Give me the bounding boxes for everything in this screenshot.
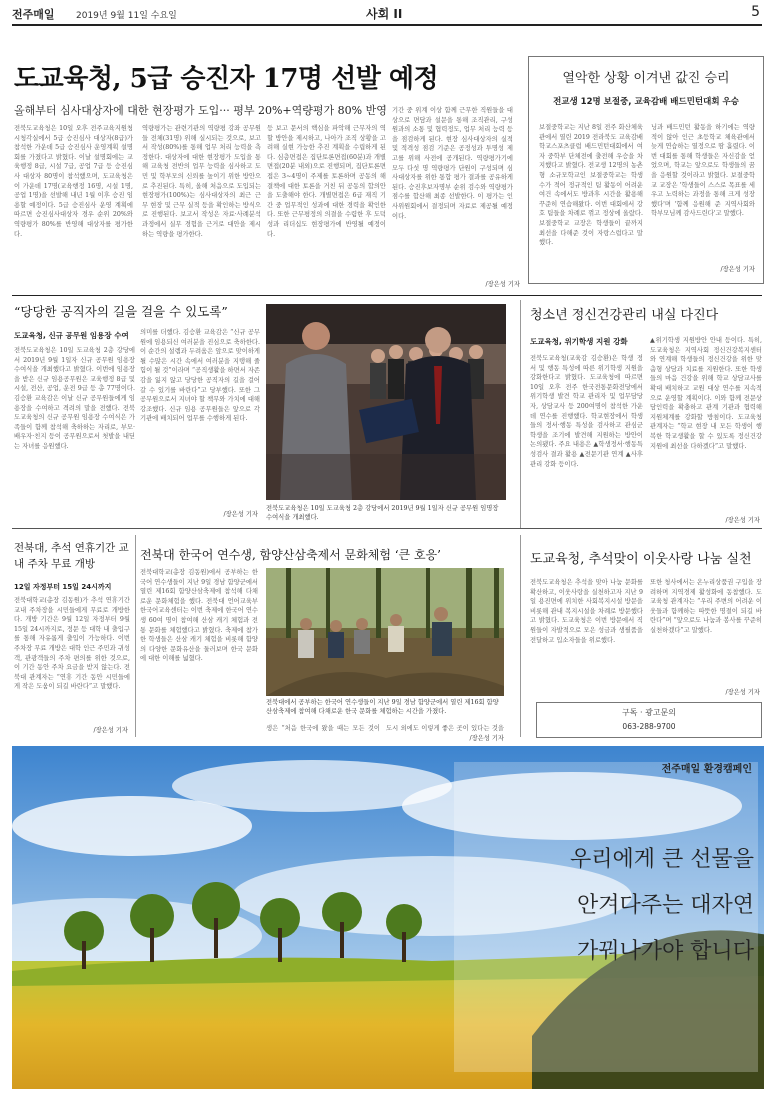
column-divider-2 (135, 535, 136, 737)
sports-box (528, 56, 764, 284)
campaign-line-3: 가꿔나가야 합니다 (576, 939, 754, 964)
lead-column-2: 역량평가는 관련기관의 역량평 강좌 공무원들 전체(31명) 위해 실시되는 것으로, 보고서 작성(80%)를 통해 업무 처리 능력을 측정한다. 대상자에 대한 현장평가 도입을 통해 교육청 전반의 업무 능력을 심사하고 도민 및 학부모의 신뢰를 높이기 위한 방안으로 추진된다. 특히, 올해 처음으로 도입되는 현장평가(100%)는 심사대상자의 최근 근무 현장 및 근무 실적 등을 확인하는 방식으로 진행된다. 보고서 작성은 자료·사례분석 과정에서 실무 경험을 근거로 대안을 제시하는 역량을 평가한다. (142, 125, 261, 238)
appoint-column-2: 의미를 더했다. 김승환 교육감은 “신규 공무원에 임용되신 여러분을 진심으로 축하한다. 이 순간의 설렘과 두려움은 앞으로 맞이하게 될 수많은 시간 속에서 여러분을 지탱해 줄 힘이 될 것”이라며 “공직생활을 하면서 자존감을 잃지 않고 당당한 공직자의 길을 걸어갈 수 있기를 바란다”고 당부했다. 또한 그 공무원으로서 지녀야 할 책무와 가치에 대해 강조했다. 신규 임용 공무원들은 앞으로 각 기관에 배치되어 업무를 수행하게 된다. (140, 329, 260, 423)
chuseok-byline: /장은성 기자 (725, 689, 760, 696)
lead-subhead: 올해부터 심사대상자에 대한 현장평가 도입··· 평부 20%+역량평가 80% 반영 (14, 104, 387, 117)
column-divider-3 (520, 535, 521, 737)
jbnu-column-3: 도시 외에도 이렇게 좋은 곳이 있다는 것을 (386, 725, 504, 732)
campaign-label: 전주매일 환경캠페인 (661, 764, 752, 775)
lead-headline: 도교육청, 5급 승진자 17명 선발 예정 (14, 64, 439, 94)
chuseok-column-1: 전북도교육청은 추석을 맞아 나눔 문화를 확산하고, 이웃사랑을 실천하고자 지난 9일 용진면에 위치한 사회복지시설 방문을 비롯해 관내 복지시설을 차례로 방문했다고 밝혔다. 도교육청은 이번 방문에서 직원들이 자발적으로 모은 성금과 생필품을 전달하고 입소자들을 위로했다. (530, 579, 643, 644)
section-divider (12, 295, 762, 296)
lead-column-4: 기간 중 위계 이상 함께 근무한 직원들을 대상으로 면담과 설문을 통해 조직관리, 구성원과의 소통 및 협력정도, 업무 처리 능력 등을 점검하게 된다. 현장 심사대상자의 실적 및 적격성 점검 기준은 공정성과 투명성 제고를 위해 사전에 공개된다. 역량평가기에 모두 다섯 명 역량평가 단원이 구성되며 심사대상자를 위한 통합 평가 결과를 공유하게 된다. 승진후보자명부 순위 검수와 역량평가 점수를 합산해 최종 선발한다. 이 평가는 인사위원회에서 결정되며 자료로 제공될 예정이다. (392, 107, 513, 220)
subscription-label: 구독 · 광고문의 (622, 708, 676, 717)
sports-box-title: 열악한 상황 이겨낸 값진 승리 (562, 71, 730, 86)
section-name: 사회 II (366, 7, 403, 21)
appoint-byline: /장은성 기자 (223, 511, 258, 518)
appoint-subhead: 도교육청, 신규 공무원 임용장 수여 (14, 331, 129, 340)
youth-column-1: 전북도교육청(교육감 김승환)은 학생 정서 및 행동 특성에 따른 위기학생 지원을 강화한다고 밝혔다. 도교육청에 따르면 10일 오후 전주 한국전통문화전당에서 위기학생 발견 학교 관리자 및 업무담당자, 상담교사 등 200여명이 참석한 가운데 연수를 진행했다. 학교현장에서 학생들의 정서·행동 특성을 검사하고 관심군 학생을 조기에 발견해 지원하는 방안이 논의됐다. 주요 내용은 ▲학생정서·행동특성검사 결과 활용 ▲전문기관 연계 ▲사후관리 강화 등이다. (530, 355, 643, 468)
youth-byline: /장은성 기자 (725, 517, 760, 524)
ceremony-photo (266, 304, 506, 500)
section-divider-2 (12, 528, 762, 529)
ceremony-photo-caption: 전북도교육청은 10일 도교육청 2층 강당에서 2019년 9월 1일자 신규 공무원 임명장 수여식을 개최했다. (266, 505, 499, 521)
sports-box-column-2: 닝과 배드민턴 활동을 하기에는 역량적이 않아 인근 초등학교 체육관에서 늦게 연습하는 열정으로 땀 흘렸다. 이번 대회를 통해 학생들은 자신감을 얻었으며, 학교는 앞으로도 학생들의 꿈을 응원할 것이라고 밝혔다. 보절중학교 교장은 '학생들이 스스로 목표를 세우고 노력하는 과정을 통해 크게 성장했다'며 '함께 응원해 준 지역사회와 학부모님께 감사드린다'고 말했다. (651, 124, 755, 218)
holiday-byline: /장은성 기자 (93, 727, 128, 734)
youth-column-2: ▲위기학생 지원방안 안내 등이다. 특히, 도교육청은 지역사회 정신건강복지센터와 연계해 학생들의 정신건강을 위한 맞춤형 상담과 치료를 지원한다. 또한 학생들의 마음 건강을 위해 학교 상담교사를 확대 배치하고 교원 대상 연수를 지속적으로 운영할 계획이다. 이와 함께 전문상담인력을 확충하고 관계 기관과 협력해 지원체계를 강화할 방침이다. 도교육청 관계자는 “학교 현장 내 모든 학생이 행복한 학교생활을 할 수 있도록 정신건강 지원에 최선을 다하겠다”고 말했다. (650, 337, 762, 450)
campaign-line-2: 안겨다주는 대자연 (576, 893, 754, 918)
youth-headline: 청소년 정신건강관리 내실 다진다 (530, 308, 719, 323)
subscription-box (536, 702, 762, 738)
holiday-body: 전북대학교(총장 김동원)가 추석 연휴기간 교내 주차장을 시민들에게 무료로 개방한다. 개방 기간은 9월 12일 자정부터 9월 15일 24시까지로, 정문 등 대학 내 출입구를 통해 자유롭게 출입이 가능하다. 이번 주차장 무료 개방은 대학 인근 주민과 귀성객, 관광객들의 주차 편의를 위한 것으로, 이 기간 동안 주차 요금을 받지 않는다. 전북대 관계자는 “연휴 기간 동안 시민들에게 작은 도움이 되길 바란다”고 말했다. (14, 597, 130, 691)
jbnu-byline: /장은성 기자 (469, 735, 504, 742)
campaign-ad (12, 746, 764, 1089)
page-number: 5 (751, 4, 760, 20)
appoint-headline: “당당한 공직자의 길을 걸을 수 있도록” (14, 304, 228, 319)
chuseok-headline: 도교육청, 추석맞이 이웃사랑 나눔 실천 (530, 552, 752, 567)
column-divider (520, 300, 521, 528)
issue-date: 2019년 9월 11일 수요일 (76, 11, 177, 21)
jbnu-headline: 전북대 한국어 연수생, 함양산삼축제서 문화체험 ‘큰 호응’ (140, 548, 441, 562)
chuseok-column-2: 또한 청사에서는 온누리상품권 구입을 장려하며 지역경제 활성화에 동참했다. 도교육청 관계자는 “우리 주변의 어려운 이웃들과 함께하는 따뜻한 명절이 되길 바란다”며 “앞으로도 나눔과 봉사를 꾸준히 실천하겠다”고 말했다. (650, 579, 762, 634)
holiday-subhead: 12일 자정부터 15일 24시까지 (14, 583, 112, 591)
subscription-phone: 063-288-9700 (622, 722, 676, 731)
lead-column-3: 등 보고 문서의 핵심을 파악해 근무자의 역할 방안을 제시하고, 나아가 조직 상황을 고려해 실현 가능한 추진 계획을 수립하게 된다. 심층면접은 집단토론면접(60분)과 개별면접(20분 내외)으로 진행되며, 집단토론면접은 3~4명이 주제를 토론하며 공동의 해결책에 대한 토론을 거친 뒤 공동의 합의안을 도출해야 한다. 개별면접은 6급 재직 기간 중 업무적인 성과에 대한 경력을 확인한다. 또한 근무평정의 의결을 수렴한 후 도덕성과 리더십도 현장평가에 반영될 예정이다. (267, 125, 386, 238)
holiday-headline: 전북대, 추석 연휴기간 교내 주차 무료 개방 (14, 542, 129, 570)
lead-byline: /장은성 기자 (485, 281, 520, 288)
lead-column-1: 전북도교육청은 10일 오후 전주교육지원청 시청각실에서 5급 승진심사 대상자(8급)가 참석한 가운데 5급 승진심사 운영계획 설명회를 가졌다고 밝혔다. 이날 설명회에는 교육행정 8급, 시설 7급, 공업 7급 등 승진심사 대상자 80명이 참석했으며, 도교육청은 이 가운데 17명(교육행정 16명, 시설 1명, 공업 1명)을 선발해 내년 1월 이후 승진 임용할 예정이다. 5급 승진심사 운영 계획에 따르면 승진심사대상자 경우 순위 20%와 역량평가 80%를 반영해 대상자를 평가한다. (14, 125, 133, 238)
jbnu-column-2: 생은 “처음 한국에 왔을 때는 모든 것이 (266, 725, 380, 732)
campaign-line-1: 우리에게 큰 선물을 (569, 847, 754, 872)
sports-box-byline: /장은성 기자 (720, 266, 755, 273)
page-header (12, 4, 762, 26)
appoint-column-1: 전북도교육청은 10일 도교육청 2층 강당에서 2019년 9월 1일자 신규 공무원 임용장 수여식을 개최했다고 밝혔다. 이번에 임용장을 받은 신규 임용공무원은 교육행정 8급 및 시설, 전산, 공업, 운전 9급 등 총 77명이다. 김승환 교육감은 이날 신규 공무원들에게 임용장을 수여하고 격려의 말을 전했다. 전북도교육청의 신규 공무원 임용장 수여식은 가족들이 함께 참석해 축하하는 자리로, 부모·배우자·친지 등이 공무원으로서 첫발을 내딛는 자녀를 응원했다. (14, 347, 135, 450)
sports-box-subtitle: 전교생 12명 보절중, 교육감배 배드민턴대회 우승 (553, 97, 739, 107)
youth-subhead: 도교육청, 위기학생 지원 강화 (530, 337, 628, 346)
newspaper-name: 전주매일 (12, 8, 55, 21)
festival-photo (266, 568, 504, 696)
jbnu-column-1: 전북대학교(총장 김동원)에서 공부하는 한국어 연수생들이 지난 9일 경남 함양군에서 열린 제16회 함양산삼축제에 참석해 다채로운 문화체험을 했다. 전북대 언어교육부 한국어교육센터는 이번 축제에 한국어 연수생 60여 명이 참여해 산삼 캐기 체험과 전통 문화를 체험했다고 밝혔다. 축제에 참가한 학생들은 산삼 캐기 체험을 비롯해 함양의 다양한 문화유산을 둘러보며 한국 문화에 대한 이해를 넓혔다. (140, 569, 258, 663)
sports-box-column-1: 보절중학교는 지난 8일 전주 화산체육관에서 열린 2019 전라북도 교육감배 학교스포츠클럽 배드민턴대회에서 여자 중학부 단체전에 출전해 우승을 차지했다고 밝혔다. 전교생 12명의 농촌형 소규모학교인 보절중학교는 학생 수가 적어 정규적인 팀 활동이 어려운 여건 속에서도 방과후 시간을 활용해 꾸준히 연습해왔다. 이번 대회에서 강호 팀들을 차례로 꺾고 정상에 올랐다. 보절중학교 교장은 학생들이 끝까지 최선을 다해준 것이 자랑스럽다고 말했다. (539, 124, 643, 247)
festival-photo-caption: 전북대에서 공부하는 한국어 연수생들이 지난 9일 경남 함양군에서 열린 제16회 함양산삼축제에 참여해 다채로운 한국 문화를 체험하는 시간을 가졌다. (266, 699, 499, 715)
